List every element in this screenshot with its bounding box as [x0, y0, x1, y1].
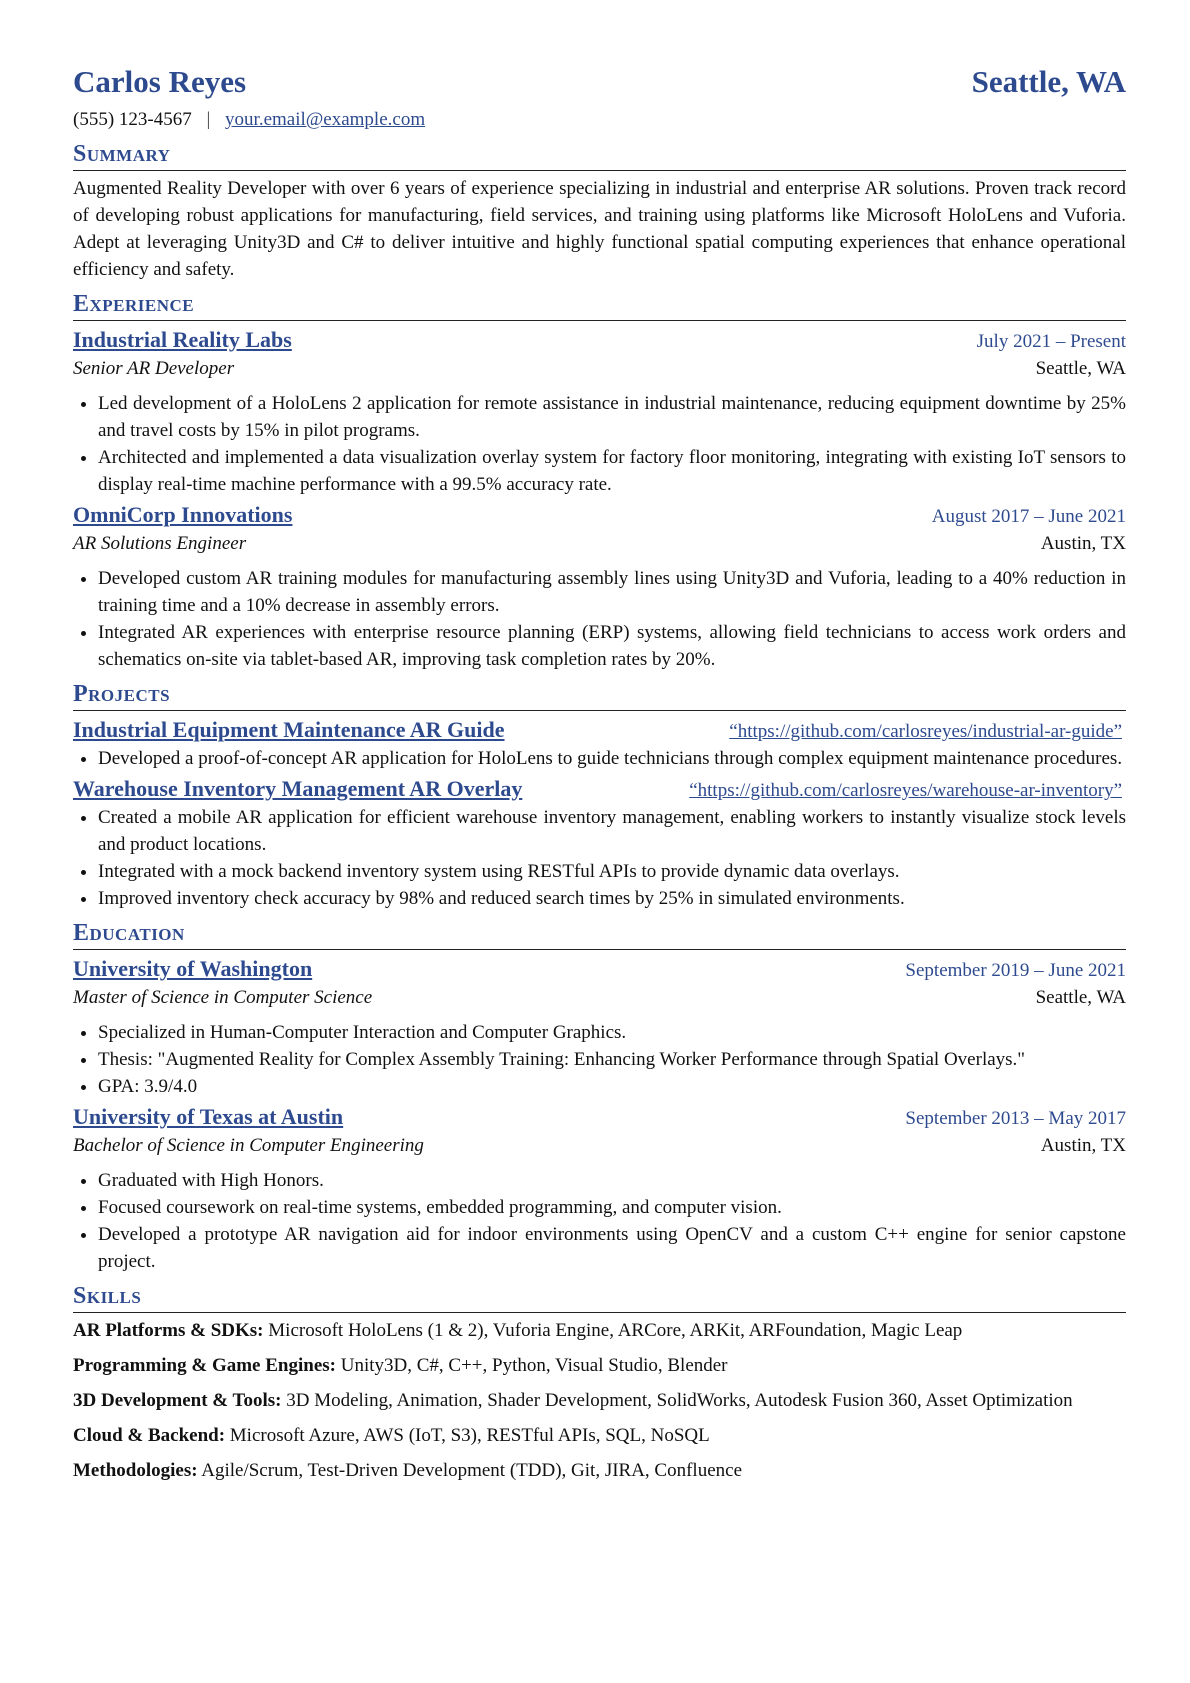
resume-header: [73, 62, 1126, 102]
bullet-item: • Specialized in Human-Computer Interaction and Computer Graphics.: [98, 1019, 1126, 1046]
skill-row: [73, 1387, 1126, 1414]
entry-location: Austin, TX: [1040, 1135, 1126, 1156]
bullet-item: • GPA: 3.9/4.0: [98, 1073, 1126, 1100]
projects-section: [73, 679, 1126, 912]
entry-dates: July 2021 – Present: [976, 331, 1126, 352]
bullet-item: • Graduated with High Honors.: [98, 1167, 1126, 1194]
entry-location: Austin, TX: [1040, 533, 1126, 554]
section-title-summary: Summary: [73, 139, 1126, 171]
email-link[interactable]: your.email@example.com: [225, 109, 426, 130]
education-section: [73, 918, 1126, 1275]
bullet-item: • Thesis: "Augmented Reality for Complex Assembly Training: Enhancing Worker Performance through Spatial Overlays.": [98, 1046, 1126, 1073]
bullet-item: • Developed a prototype AR navigation aid for indoor environments using OpenCV and a custom C++ engine for senior capstone project.: [98, 1221, 1126, 1275]
section-title-skills: Skills: [73, 1281, 1126, 1313]
entry-dates: August 2017 – June 2021: [931, 506, 1126, 527]
experience-section: [73, 289, 1126, 673]
bullet-item: • Integrated AR experiences with enterprise resource planning (ERP) systems, allowing field technicians to access work orders and schematics on-site via tablet-based AR, improving task completion rates by 20%.: [98, 619, 1126, 673]
degree: Bachelor of Science in Computer Engineering: [73, 1135, 424, 1156]
skill-category: Methodologies:: [73, 1460, 198, 1481]
education-entry: [73, 1102, 1126, 1275]
project-name-link[interactable]: Warehouse Inventory Management AR Overlay: [73, 776, 523, 801]
skill-items: Microsoft HoloLens (1 & 2), Vuforia Engine, ARCore, ARKit, ARFoundation, Magic Leap: [268, 1320, 963, 1341]
skills-section: [73, 1281, 1126, 1484]
project-name-link[interactable]: Industrial Equipment Maintenance AR Guide: [73, 717, 505, 742]
entry-dates: September 2019 – June 2021: [905, 960, 1126, 981]
project-repo-link[interactable]: “https://github.com/carlosreyes/warehouse-ar-inventory”: [689, 780, 1122, 801]
job-title: AR Solutions Engineer: [73, 533, 247, 554]
bullet-item: • Developed custom AR training modules for manufacturing assembly lines using Unity3D and Vuforia, leading to a 40% reduction in training time and a 10% decrease in assembly errors.: [98, 565, 1126, 619]
contact-line: [73, 106, 1126, 133]
bullet-list: [73, 745, 1126, 772]
bullet-item: • Created a mobile AR application for efficient warehouse inventory management, enabling workers to instantly visualize stock levels and product locations.: [98, 804, 1126, 858]
bullet-item: • Developed a proof-of-concept AR application for HoloLens to guide technicians through complex equipment maintenance procedures.: [98, 745, 1126, 772]
experience-entry: [73, 500, 1126, 673]
job-title: Senior AR Developer: [73, 358, 235, 379]
project-entry: [73, 774, 1126, 912]
skill-row: [73, 1422, 1126, 1449]
company-link[interactable]: OmniCorp Innovations: [73, 502, 293, 527]
skill-category: Cloud & Backend:: [73, 1425, 226, 1446]
skill-items: Unity3D, C#, C++, Python, Visual Studio, Blender: [340, 1355, 728, 1376]
company-link[interactable]: Industrial Reality Labs: [73, 327, 292, 352]
project-repo-link[interactable]: “https://github.com/carlosreyes/industrial-ar-guide”: [729, 721, 1122, 742]
skill-items: Agile/Scrum, Test-Driven Development (TDD), Git, JIRA, Confluence: [201, 1460, 743, 1481]
section-title-education: Education: [73, 918, 1126, 950]
skill-items: Microsoft Azure, AWS (IoT, S3), RESTful APIs, SQL, NoSQL: [229, 1425, 710, 1446]
candidate-location: Seattle, WA: [971, 64, 1126, 99]
section-title-experience: Experience: [73, 289, 1126, 321]
section-title-projects: Projects: [73, 679, 1126, 711]
phone-number: (555) 123-4567: [73, 109, 192, 130]
skill-row: [73, 1457, 1126, 1484]
bullet-item: • Integrated with a mock backend inventory system using RESTful APIs to provide dynamic data overlays.: [98, 858, 1126, 885]
bullet-list: [73, 1019, 1126, 1100]
summary-text: Augmented Reality Developer with over 6 years of experience specializing in industrial and enterprise AR solutions. Proven track record of developing robust applications for manufacturing, field services, and training using platforms like Microsoft HoloLens and Vuforia. Adept at leveraging Unity3D and C# to deliver intuitive and highly functional spatial computing experiences that enhance operational efficiency and safety.: [73, 178, 1126, 280]
education-entry: [73, 954, 1126, 1100]
candidate-name: Carlos Reyes: [73, 64, 247, 99]
skill-row: [73, 1352, 1126, 1379]
skill-row: [73, 1317, 1126, 1344]
bullet-list: [73, 565, 1126, 673]
entry-location: Seattle, WA: [1035, 358, 1126, 379]
summary-section: [73, 139, 1126, 283]
bullet-item: • Improved inventory check accuracy by 98% and reduced search times by 25% in simulated environments.: [98, 885, 1126, 912]
bullet-list: [73, 804, 1126, 912]
bullet-item: • Focused coursework on real-time systems, embedded programming, and computer vision.: [98, 1194, 1126, 1221]
bullet-list: [73, 390, 1126, 498]
degree: Master of Science in Computer Science: [73, 987, 373, 1008]
school-link[interactable]: University of Texas at Austin: [73, 1104, 344, 1129]
entry-location: Seattle, WA: [1035, 987, 1126, 1008]
skill-items: 3D Modeling, Animation, Shader Development, SolidWorks, Autodesk Fusion 360, Asset Optimization: [286, 1390, 1073, 1411]
contact-separator: |: [206, 109, 211, 130]
skill-category: Programming & Game Engines:: [73, 1355, 336, 1376]
bullet-item: • Led development of a HoloLens 2 application for remote assistance in industrial maintenance, reducing equipment downtime by 25% and travel costs by 15% in pilot programs.: [98, 390, 1126, 444]
skill-category: AR Platforms & SDKs:: [73, 1320, 264, 1341]
bullet-list: [73, 1167, 1126, 1275]
experience-entry: [73, 325, 1126, 498]
school-link[interactable]: University of Washington: [73, 956, 313, 981]
project-entry: [73, 715, 1126, 772]
skill-category: 3D Development & Tools:: [73, 1390, 282, 1411]
entry-dates: September 2013 – May 2017: [905, 1108, 1126, 1129]
bullet-item: • Architected and implemented a data visualization overlay system for factory floor monitoring, integrating with existing IoT sensors to display real-time machine performance with a 99.5% accuracy rate.: [98, 444, 1126, 498]
